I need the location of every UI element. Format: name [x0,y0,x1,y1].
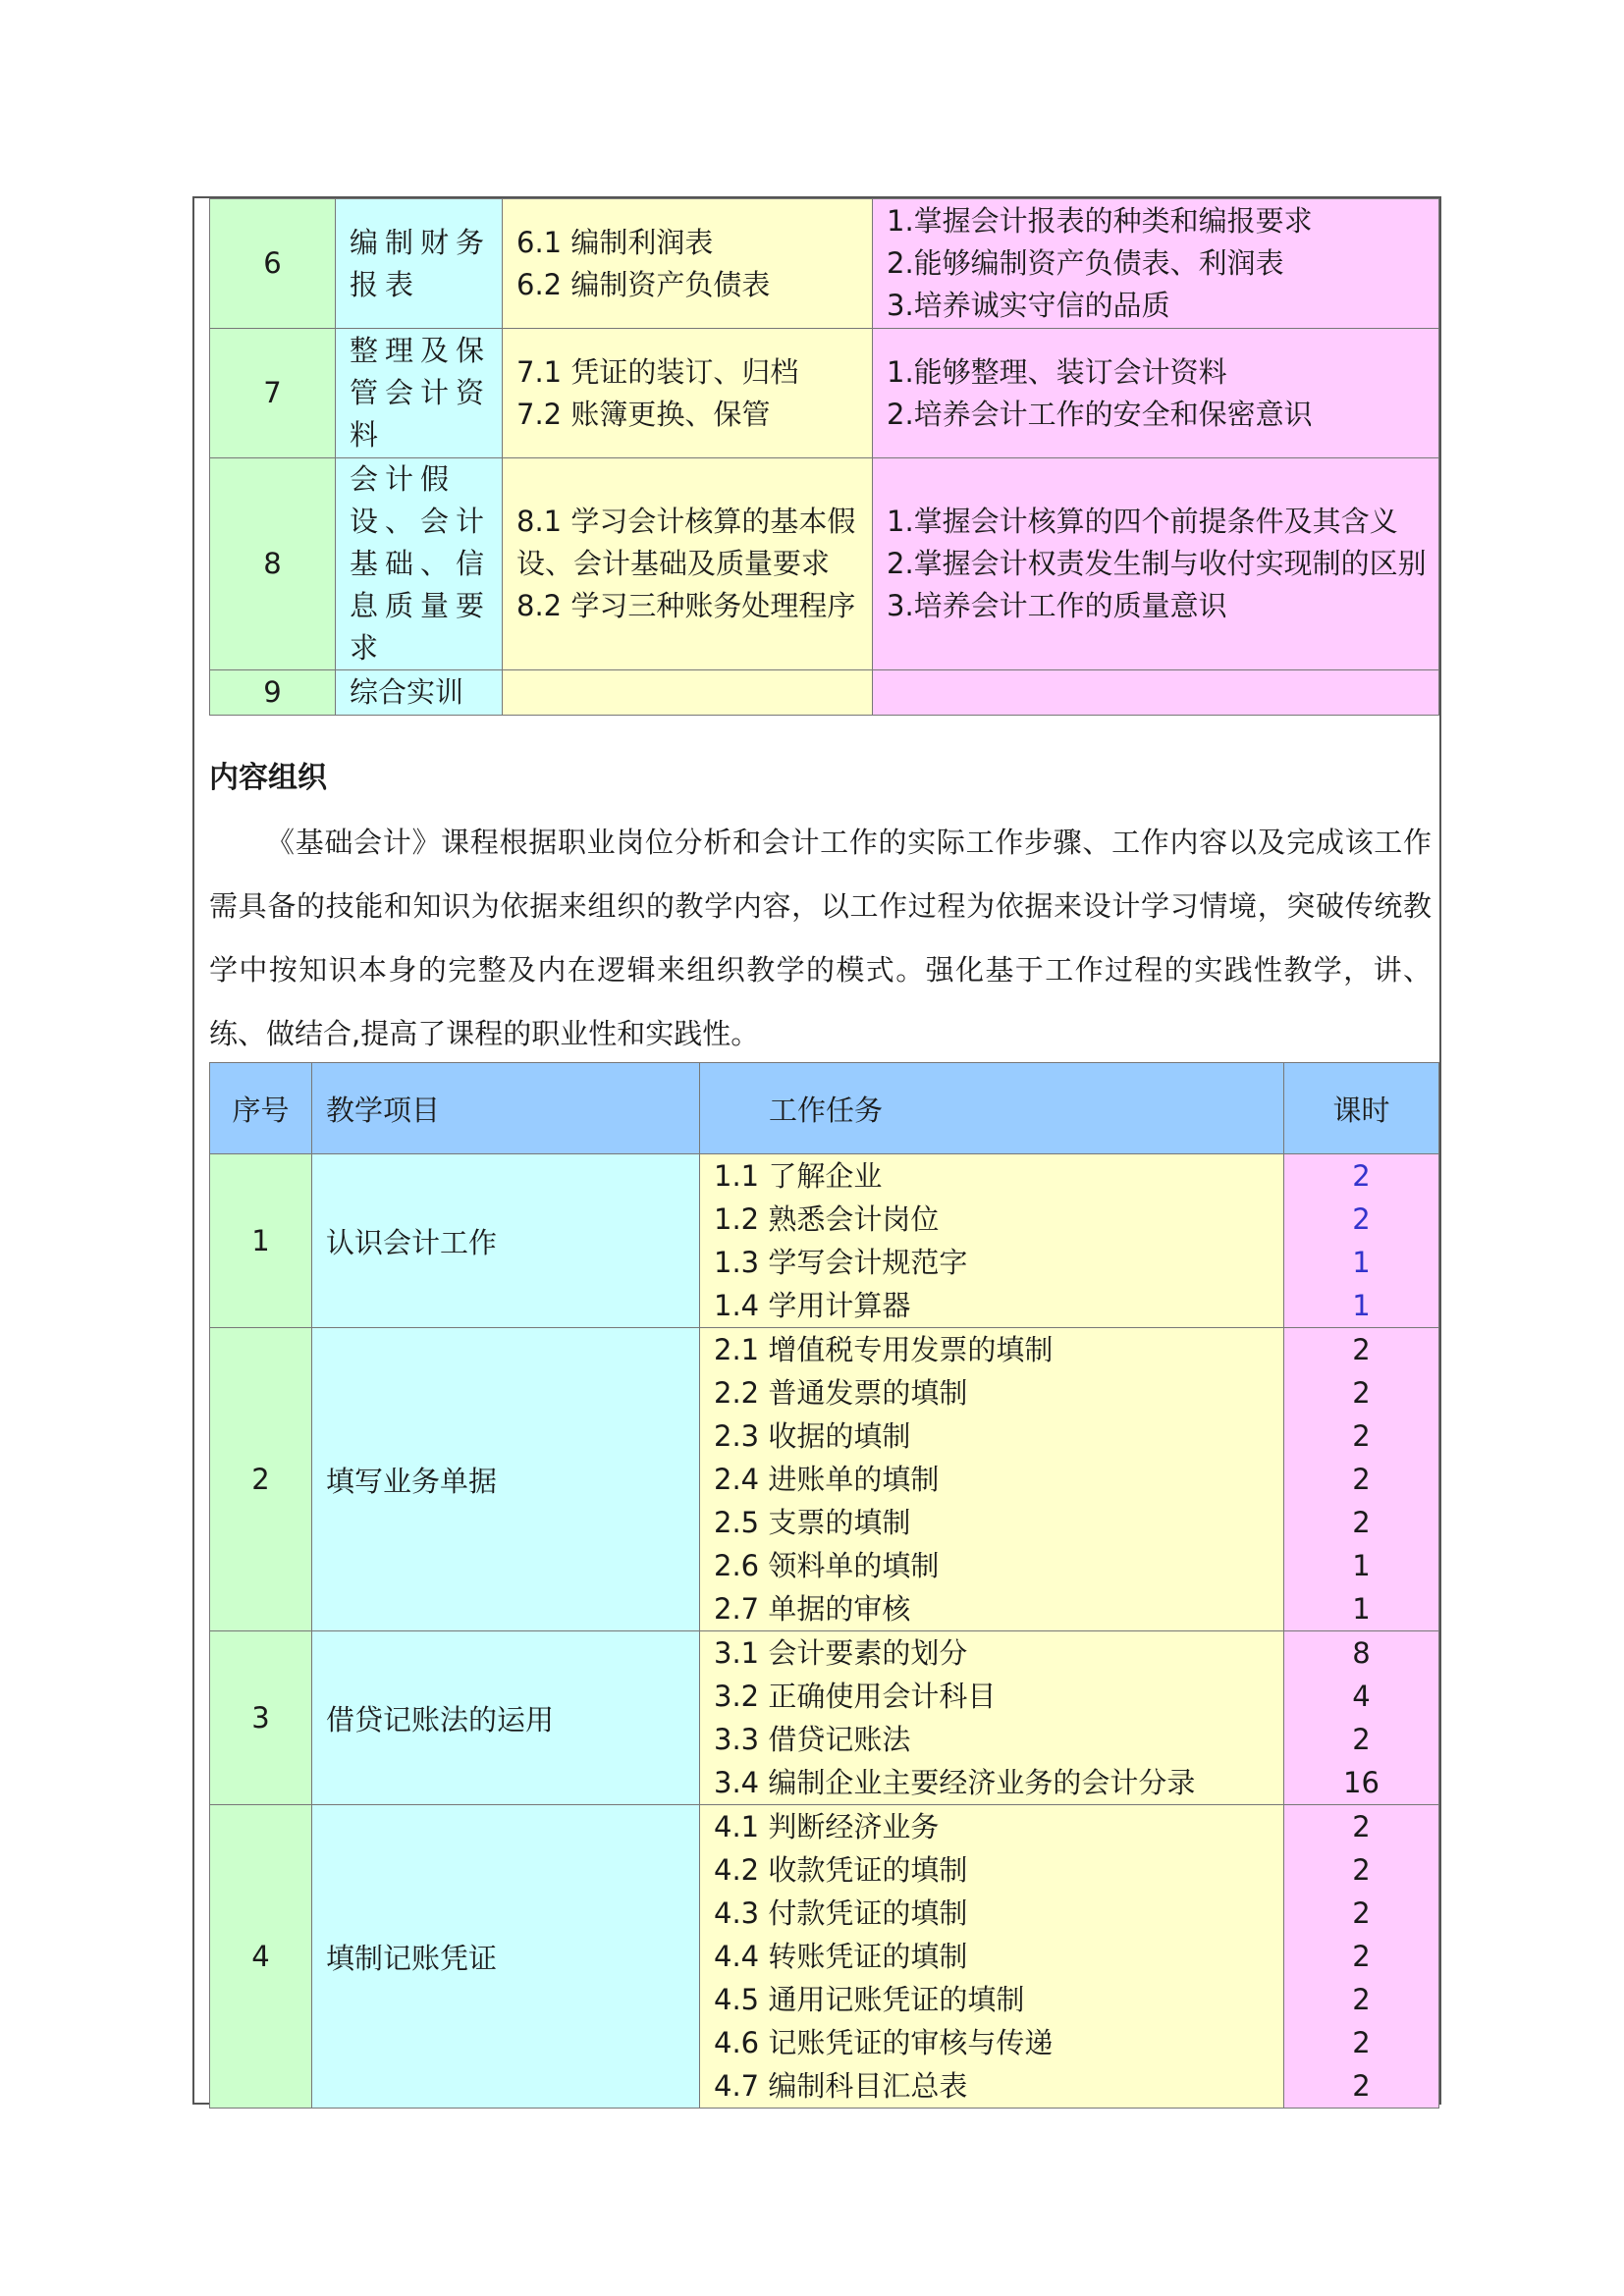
task-line: 6.1 编制利润表 [516,225,714,259]
table-row [210,458,1439,670]
task-hours: 1 [1352,1549,1371,1582]
task-item: 4.3 付款凭证的填制 [714,1896,968,1930]
task-line: 7.1 凭证的装订、归档 [516,354,799,389]
project-name: 综合实训 [336,670,503,716]
task-hours: 2 [1352,1853,1371,1887]
task-hours: 2 [1352,1333,1371,1366]
row-number: 9 [210,670,336,716]
task-hours: 8 [1352,1636,1371,1670]
table-row [210,1154,1439,1328]
project-name: 借贷记账法的运用 [312,1631,700,1805]
header-task: 工作任务 [700,1063,1284,1154]
task-line: 8.1 学习会计核算的基本假设、会计基础及质量要求 [516,505,856,580]
table-row [210,1631,1439,1805]
goal-cell [873,670,1439,716]
project-name: 认识会计工作 [312,1154,700,1328]
project-name: 会计假设、会计基础、信息质量要求 [336,458,503,670]
goal-line: 1.掌握会计报表的种类和编报要求 [887,204,1313,238]
table-row [210,1805,1439,2109]
task-item: 2.6 领料单的填制 [714,1549,940,1582]
project-number: 4 [210,1805,312,2109]
task-hours: 1 [1352,1289,1371,1322]
task-item: 4.6 记账凭证的审核与传递 [714,2026,1054,2059]
task-hours: 2 [1352,1159,1371,1193]
task-item: 1.1 了解企业 [714,1159,883,1193]
project-number: 2 [210,1328,312,1631]
task-item: 1.2 熟悉会计岗位 [714,1202,940,1236]
task-hours: 1 [1352,1246,1371,1279]
course-content-table [209,1062,1439,2109]
hours-list [1284,1154,1439,1328]
table-row [210,1328,1439,1631]
task-item: 3.2 正确使用会计科目 [714,1680,997,1713]
task-item: 4.7 编制科目汇总表 [714,2069,968,2103]
goal-line: 3.培养诚实守信的品质 [887,289,1170,322]
task-cell [503,458,873,670]
header-project: 教学项目 [312,1063,700,1154]
task-list [700,1154,1284,1328]
task-hours: 2 [1352,1940,1371,1973]
task-item: 2.3 收据的填制 [714,1419,911,1453]
task-item: 2.4 进账单的填制 [714,1463,940,1496]
goal-line: 2.能够编制资产负债表、利润表 [887,246,1284,280]
task-item: 2.7 单据的审核 [714,1592,911,1626]
task-item: 2.5 支票的填制 [714,1506,911,1539]
task-cell [503,670,873,716]
row-number: 7 [210,329,336,458]
task-line: 8.2 学习三种账务处理程序 [516,589,856,622]
table-header-row [210,1063,1439,1154]
task-hours: 2 [1352,1506,1371,1539]
project-number: 1 [210,1154,312,1328]
section-heading: 内容组织 [209,761,327,795]
task-hours: 2 [1352,1810,1371,1843]
task-item: 1.3 学写会计规范字 [714,1246,968,1279]
project-name: 编制财务报表 [336,199,503,329]
row-number: 6 [210,199,336,329]
task-item: 2.2 普通发票的填制 [714,1376,968,1410]
task-hours: 2 [1352,1419,1371,1453]
project-name: 填写业务单据 [312,1328,700,1631]
task-hours: 2 [1352,1983,1371,2016]
task-list [700,1631,1284,1805]
hours-list [1284,1631,1439,1805]
task-hours: 2 [1352,2069,1371,2103]
table-row [210,670,1439,716]
teaching-goals-table [209,198,1439,716]
task-cell [503,329,873,458]
goal-line: 2.培养会计工作的安全和保密意识 [887,397,1313,431]
task-item: 4.4 转账凭证的填制 [714,1940,968,1973]
section-paragraph: 《基础会计》课程根据职业岗位分析和会计工作的实际工作步骤、工作内容以及完成该工作需具备的技能和知识为依据来组织的教学内容，以工作过程为依据来设计学习情境，突破传统教学中按知识本身的完整及内在逻辑来组织教学的模式。强化基于工作过程的实践性教学，讲、练、做结合,提高了课程的职业性和实践性。 [209,826,1432,1050]
task-item: 3.4 编制企业主要经济业务的会计分录 [714,1766,1196,1799]
hours-list [1284,1805,1439,2109]
task-item: 3.3 借贷记账法 [714,1723,911,1756]
task-list [700,1328,1284,1631]
task-cell [503,199,873,329]
goal-line: 1.掌握会计核算的四个前提条件及其含义 [887,505,1398,538]
task-line: 6.2 编制资产负债表 [516,267,771,301]
row-number: 8 [210,458,336,670]
task-hours: 2 [1352,2026,1371,2059]
task-item: 2.1 增值税专用发票的填制 [714,1333,1054,1366]
task-hours: 2 [1352,1896,1371,1930]
task-hours: 2 [1352,1463,1371,1496]
task-hours: 2 [1352,1723,1371,1756]
task-item: 4.2 收款凭证的填制 [714,1853,968,1887]
goal-line: 3.培养会计工作的质量意识 [887,589,1227,622]
task-hours: 16 [1343,1766,1380,1799]
task-item: 3.1 会计要素的划分 [714,1636,968,1670]
task-list [700,1805,1284,2109]
goal-cell [873,329,1439,458]
task-hours: 2 [1352,1202,1371,1236]
task-hours: 1 [1352,1592,1371,1626]
project-name: 整理及保管会计资料 [336,329,503,458]
task-item: 1.4 学用计算器 [714,1289,911,1322]
table-row [210,329,1439,458]
task-item: 4.5 通用记账凭证的填制 [714,1983,1025,2016]
task-hours: 2 [1352,1376,1371,1410]
header-hours: 课时 [1284,1063,1439,1154]
task-item: 4.1 判断经济业务 [714,1810,940,1843]
project-number: 3 [210,1631,312,1805]
goal-line: 1.能够整理、装订会计资料 [887,354,1227,389]
project-name: 填制记账凭证 [312,1805,700,2109]
goal-cell [873,458,1439,670]
header-num: 序号 [210,1063,312,1154]
task-line: 7.2 账簿更换、保管 [516,397,771,431]
task-hours: 4 [1352,1680,1371,1713]
goal-cell [873,199,1439,329]
table-row [210,199,1439,329]
goal-line: 2.掌握会计权责发生制与收付实现制的区别 [887,547,1427,580]
hours-list [1284,1328,1439,1631]
